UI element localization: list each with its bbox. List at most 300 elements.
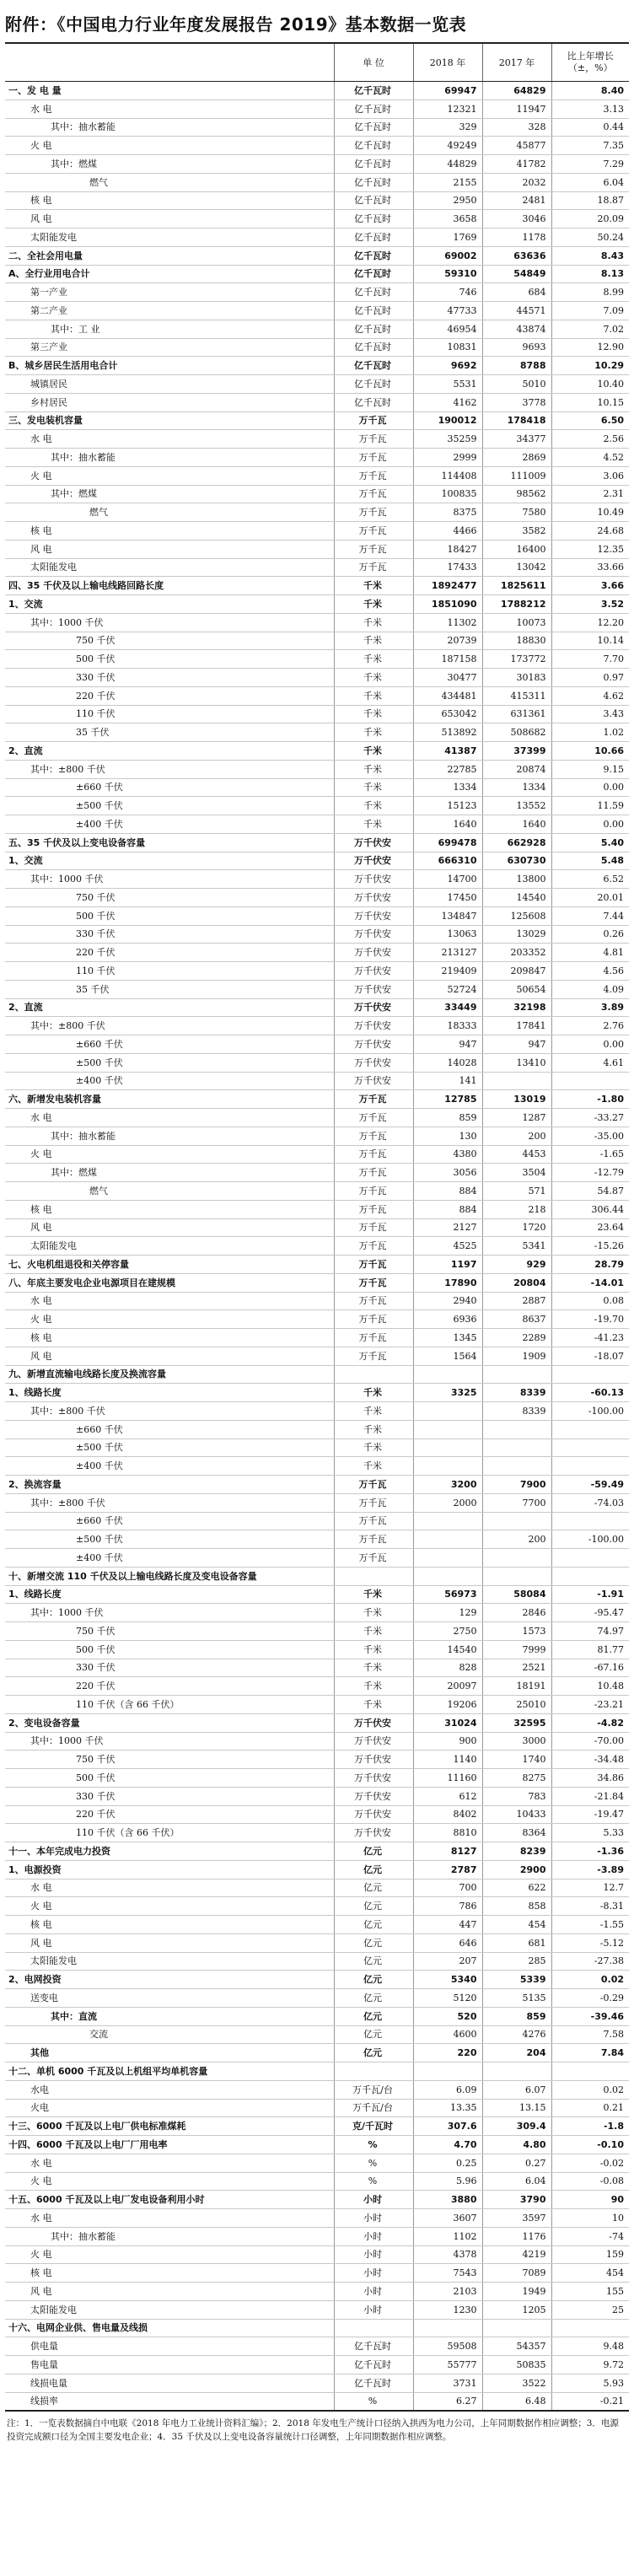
cell-item: 六、新增发电装机容量 — [5, 1090, 334, 1109]
cell-2018: 447 — [413, 1916, 482, 1934]
table-row — [5, 1493, 629, 1512]
cell-item: 1、交流 — [5, 595, 334, 614]
table-row — [5, 246, 629, 265]
cell-item: 三、发电装机容量 — [5, 411, 334, 430]
cell-growth — [551, 1512, 629, 1530]
table-row — [5, 2227, 629, 2245]
cell-growth: -5.12 — [551, 1933, 629, 1952]
table-row — [5, 2136, 629, 2154]
cell-2018: 5.96 — [413, 2172, 482, 2191]
cell-2018 — [413, 1365, 482, 1384]
table-row — [5, 1109, 629, 1127]
cell-item: 其中：±800 千伏 — [5, 1402, 334, 1421]
cell-growth: -35.00 — [551, 1127, 629, 1145]
cell-2017: 7900 — [482, 1476, 551, 1494]
cell-2017: 1176 — [482, 2227, 551, 2245]
cell-2018: 520 — [413, 2007, 482, 2025]
table-row — [5, 1989, 629, 2008]
cell-growth: 10.40 — [551, 375, 629, 394]
cell-unit: 小时 — [334, 2191, 413, 2209]
table-row — [5, 1971, 629, 1989]
cell-item: 330 千伏 — [5, 1787, 334, 1805]
cell-unit — [334, 1567, 413, 1585]
cell-unit: 万千瓦 — [334, 522, 413, 540]
cell-item: 第二产业 — [5, 302, 334, 320]
cell-2017: 30183 — [482, 669, 551, 687]
cell-growth: 0.21 — [551, 2099, 629, 2117]
cell-item: 核 电 — [5, 522, 334, 540]
cell-growth: 4.62 — [551, 686, 629, 705]
cell-2018: 52724 — [413, 980, 482, 998]
cell-2017: 18191 — [482, 1677, 551, 1696]
cell-2017: 4453 — [482, 1145, 551, 1164]
cell-item: 1、电源投资 — [5, 1860, 334, 1879]
cell-2017: 13800 — [482, 870, 551, 889]
table-row — [5, 1457, 629, 1476]
cell-item: 交流 — [5, 2025, 334, 2044]
cell-unit: 亿千瓦时 — [334, 229, 413, 247]
cell-item: 城镇居民 — [5, 375, 334, 394]
cell-item: 四、35 千伏及以上输电线路回路长度 — [5, 577, 334, 595]
table-row — [5, 742, 629, 761]
cell-item: ±400 千伏 — [5, 1072, 334, 1090]
cell-growth: 20.01 — [551, 889, 629, 907]
cell-2018: 12321 — [413, 99, 482, 118]
table-row — [5, 2283, 629, 2301]
cell-2017: 3046 — [482, 210, 551, 229]
cell-unit: 亿千瓦时 — [334, 210, 413, 229]
cell-growth: -19.70 — [551, 1310, 629, 1329]
cell-item: 1、线路长度 — [5, 1585, 334, 1604]
table-row — [5, 1420, 629, 1439]
cell-2017: 200 — [482, 1127, 551, 1145]
cell-growth: -59.49 — [551, 1476, 629, 1494]
cell-2018: 1334 — [413, 778, 482, 797]
table-row — [5, 1439, 629, 1457]
cell-growth: 7.35 — [551, 137, 629, 155]
cell-2017: 1334 — [482, 778, 551, 797]
cell-2018: 2750 — [413, 1622, 482, 1641]
table-row — [5, 1842, 629, 1861]
cell-item: 线损率 — [5, 2392, 334, 2411]
cell-unit: 亿千瓦时 — [334, 173, 413, 191]
cell-growth: 4.09 — [551, 980, 629, 998]
cell-2018: 2999 — [413, 449, 482, 467]
footnote: 注：1．一览表数据摘自中电联《2018 年电力工业统计资料汇编》；2．2018 年发电生产统计口径纳入拱西为电力公司，上年同期数据作相应调整；3．电源投资完成额口径为全国主要发电企业；4．35 千伏及以上变电设备容量统计口径调整，上年同期数据作相应调整。 — [7, 2417, 619, 2442]
cell-item: 其中：1000 千伏 — [5, 1732, 334, 1750]
table-row — [5, 577, 629, 595]
cell-2017: 6.04 — [482, 2172, 551, 2191]
table-row — [5, 1365, 629, 1384]
table-row — [5, 1200, 629, 1218]
cell-2018: 646 — [413, 1933, 482, 1952]
table-row — [5, 137, 629, 155]
cell-unit: 万千伏安 — [334, 1035, 413, 1054]
cell-2017: 1909 — [482, 1347, 551, 1365]
cell-2018: 2000 — [413, 1493, 482, 1512]
cell-unit: 万千伏安 — [334, 998, 413, 1017]
table-row — [5, 2356, 629, 2374]
cell-unit: 万千瓦 — [334, 558, 413, 577]
cell-growth: 50.24 — [551, 229, 629, 247]
cell-unit: 亿元 — [334, 1879, 413, 1897]
cell-unit: 千米 — [334, 1420, 413, 1439]
cell-growth: 7.29 — [551, 155, 629, 174]
cell-unit: 万千伏安 — [334, 870, 413, 889]
cell-2017: 2887 — [482, 1292, 551, 1310]
cell-unit: 万千伏安 — [334, 906, 413, 925]
cell-unit: 万千伏安 — [334, 1732, 413, 1750]
cell-item: 2、直流 — [5, 998, 334, 1017]
cell-2017: 5339 — [482, 1971, 551, 1989]
cell-2017: 630730 — [482, 852, 551, 870]
cell-unit: 千米 — [334, 595, 413, 614]
cell-2018: 513892 — [413, 723, 482, 742]
cell-item: 110 千伏（含 66 千伏） — [5, 1696, 334, 1714]
cell-growth: -34.48 — [551, 1750, 629, 1769]
table-row — [5, 283, 629, 302]
cell-growth: 0.00 — [551, 1035, 629, 1054]
cell-item: 水电 — [5, 2080, 334, 2099]
cell-growth — [551, 1439, 629, 1457]
cell-2017 — [482, 1567, 551, 1585]
cell-unit: 亿元 — [334, 1897, 413, 1916]
cell-unit: 千米 — [334, 1622, 413, 1641]
cell-item: 330 千伏 — [5, 925, 334, 944]
cell-2018: 11302 — [413, 613, 482, 632]
cell-growth: -1.55 — [551, 1916, 629, 1934]
cell-growth: -3.89 — [551, 1860, 629, 1879]
table-row — [5, 1604, 629, 1622]
table-row — [5, 1750, 629, 1769]
cell-2018: 8402 — [413, 1805, 482, 1824]
cell-2017: 3522 — [482, 2374, 551, 2392]
cell-item: 2、变电设备容量 — [5, 1713, 334, 1732]
cell-2017: 50835 — [482, 2356, 551, 2374]
table-row — [5, 99, 629, 118]
cell-item: 五、35 千伏及以上变电设备容量 — [5, 833, 334, 852]
cell-item: 九、新增直流输电线路长度及换流容量 — [5, 1365, 334, 1384]
cell-2017: 1287 — [482, 1109, 551, 1127]
cell-2018: 859 — [413, 1109, 482, 1127]
cell-unit: 千米 — [334, 1384, 413, 1402]
cell-item: 火 电 — [5, 2172, 334, 2191]
cell-2017: 2289 — [482, 1329, 551, 1347]
cell-unit: 万千瓦 — [334, 1310, 413, 1329]
cell-unit: 万千瓦 — [334, 1256, 413, 1274]
table-row — [5, 1256, 629, 1274]
cell-growth: 0.08 — [551, 1292, 629, 1310]
cell-2018: 134847 — [413, 906, 482, 925]
cell-2018: 10831 — [413, 338, 482, 357]
page-title: 附件：《中国电力行业年度发展报告 2019》基本数据一览表 — [5, 13, 467, 35]
cell-2018: 141 — [413, 1072, 482, 1090]
cell-2017: 45877 — [482, 137, 551, 155]
cell-2018: 1769 — [413, 229, 482, 247]
cell-growth: 5.40 — [551, 833, 629, 852]
table-row — [5, 2209, 629, 2228]
cell-growth: 454 — [551, 2264, 629, 2283]
cell-growth: 0.00 — [551, 815, 629, 834]
cell-growth: -18.07 — [551, 1347, 629, 1365]
cell-item: 330 千伏 — [5, 669, 334, 687]
cell-unit: 千米 — [334, 632, 413, 650]
cell-2018: 35259 — [413, 430, 482, 449]
cell-item: 一、发 电 量 — [5, 82, 334, 100]
cell-2018: 19206 — [413, 1696, 482, 1714]
cell-growth: 0.02 — [551, 1971, 629, 1989]
cell-2017: 16400 — [482, 540, 551, 558]
cell-2018: 653042 — [413, 705, 482, 723]
cell-item: 十二、单机 6000 千瓦及以上机组平均单机容量 — [5, 2062, 334, 2081]
cell-unit: 万千瓦 — [334, 1493, 413, 1512]
table-row — [5, 778, 629, 797]
cell-2018: 69002 — [413, 246, 482, 265]
cell-2018: 6.27 — [413, 2392, 482, 2411]
cell-2018: 9692 — [413, 357, 482, 375]
cell-growth: -95.47 — [551, 1604, 629, 1622]
cell-growth: -4.82 — [551, 1713, 629, 1732]
cell-growth: 3.43 — [551, 705, 629, 723]
cell-growth: 5.33 — [551, 1824, 629, 1842]
cell-2018: 1230 — [413, 2300, 482, 2319]
cell-item: 1、交流 — [5, 852, 334, 870]
table-row — [5, 2172, 629, 2191]
cell-2018: 13063 — [413, 925, 482, 944]
cell-growth — [551, 1567, 629, 1585]
cell-2018: 56973 — [413, 1585, 482, 1604]
table-row — [5, 1402, 629, 1421]
cell-item: 其中：燃煤 — [5, 155, 334, 174]
cell-growth: 4.81 — [551, 944, 629, 962]
table-row — [5, 522, 629, 540]
cell-unit: 万千瓦 — [334, 485, 413, 503]
cell-growth: 306.44 — [551, 1200, 629, 1218]
cell-unit: % — [334, 2136, 413, 2154]
cell-2017: 4219 — [482, 2245, 551, 2264]
table-row — [5, 1476, 629, 1494]
cell-growth: 1.02 — [551, 723, 629, 742]
cell-growth: 5.48 — [551, 852, 629, 870]
cell-2018: 17450 — [413, 889, 482, 907]
cell-2017: 571 — [482, 1182, 551, 1201]
table-row — [5, 155, 629, 174]
table-row — [5, 1072, 629, 1090]
table-row — [5, 1640, 629, 1659]
cell-2017: 415311 — [482, 686, 551, 705]
cell-2018: 612 — [413, 1787, 482, 1805]
cell-unit: 亿千瓦时 — [334, 375, 413, 394]
cell-2017: 200 — [482, 1530, 551, 1549]
cell-unit: 亿千瓦时 — [334, 320, 413, 338]
cell-2017 — [482, 1072, 551, 1090]
table-row — [5, 2300, 629, 2319]
cell-item: 其中：抽水蓄能 — [5, 118, 334, 137]
cell-2017: 3582 — [482, 522, 551, 540]
cell-growth: -27.38 — [551, 1952, 629, 1971]
cell-2017: 622 — [482, 1879, 551, 1897]
cell-2017: 6.07 — [482, 2080, 551, 2099]
cell-2017: 9693 — [482, 338, 551, 357]
table-row — [5, 1237, 629, 1256]
cell-unit: 万千瓦 — [334, 466, 413, 485]
cell-2018 — [413, 1402, 482, 1421]
table-row — [5, 1585, 629, 1604]
cell-2018: 1564 — [413, 1347, 482, 1365]
cell-unit: 亿千瓦时 — [334, 137, 413, 155]
cell-2018: 2940 — [413, 1292, 482, 1310]
cell-unit: 亿千瓦时 — [334, 118, 413, 137]
cell-growth: 4.52 — [551, 449, 629, 467]
cell-unit: 亿千瓦时 — [334, 155, 413, 174]
header-item — [5, 43, 334, 82]
cell-2018: 8127 — [413, 1842, 482, 1861]
cell-2018: 666310 — [413, 852, 482, 870]
cell-2017: 111009 — [482, 466, 551, 485]
cell-item: 第一产业 — [5, 283, 334, 302]
cell-2017: 3790 — [482, 2191, 551, 2209]
cell-item: 220 千伏 — [5, 1677, 334, 1696]
cell-growth: 3.66 — [551, 577, 629, 595]
cell-unit: 千米 — [334, 1659, 413, 1677]
cell-2018: 7543 — [413, 2264, 482, 2283]
cell-unit: 万千瓦 — [334, 1530, 413, 1549]
cell-unit: 千米 — [334, 1402, 413, 1421]
cell-2018: 746 — [413, 283, 482, 302]
cell-2017: 454 — [482, 1916, 551, 1934]
cell-growth: -1.36 — [551, 1842, 629, 1861]
cell-unit: 亿千瓦时 — [334, 191, 413, 210]
cell-2017 — [482, 1512, 551, 1530]
cell-growth: -21.84 — [551, 1787, 629, 1805]
cell-2017: 4.80 — [482, 2136, 551, 2154]
cell-2017: 684 — [482, 283, 551, 302]
cell-2017: 2032 — [482, 173, 551, 191]
cell-2017: 17841 — [482, 1017, 551, 1035]
cell-item: 线损电量 — [5, 2374, 334, 2392]
cell-growth: 0.00 — [551, 778, 629, 797]
cell-2018: 129 — [413, 1604, 482, 1622]
cell-2018: 47733 — [413, 302, 482, 320]
cell-item: 核 电 — [5, 191, 334, 210]
cell-unit: 千米 — [334, 797, 413, 815]
cell-growth: 3.89 — [551, 998, 629, 1017]
cell-2017: 2481 — [482, 191, 551, 210]
cell-unit: 万千瓦 — [334, 540, 413, 558]
cell-growth: 33.66 — [551, 558, 629, 577]
cell-item: 750 千伏 — [5, 889, 334, 907]
cell-2017: 63636 — [482, 246, 551, 265]
table-row — [5, 852, 629, 870]
table-row — [5, 944, 629, 962]
cell-2017: 18830 — [482, 632, 551, 650]
cell-2018: 5120 — [413, 1989, 482, 2008]
table-row — [5, 797, 629, 815]
cell-growth: 12.90 — [551, 338, 629, 357]
cell-2017: 5341 — [482, 1237, 551, 1256]
table-row — [5, 118, 629, 137]
cell-2018: 4466 — [413, 522, 482, 540]
cell-unit: 亿元 — [334, 1842, 413, 1861]
table-row — [5, 1218, 629, 1237]
cell-unit: 千米 — [334, 778, 413, 797]
cell-2017: 3597 — [482, 2209, 551, 2228]
cell-unit: 亿元 — [334, 1933, 413, 1952]
cell-growth: 8.13 — [551, 265, 629, 283]
cell-2017: 859 — [482, 2007, 551, 2025]
cell-2017: 32198 — [482, 998, 551, 1017]
cell-2018 — [413, 1567, 482, 1585]
table-row — [5, 613, 629, 632]
cell-item: A、全行业用电合计 — [5, 265, 334, 283]
cell-unit: 万千瓦 — [334, 1164, 413, 1182]
table-row — [5, 650, 629, 669]
cell-2018: 59310 — [413, 265, 482, 283]
cell-unit: 千米 — [334, 669, 413, 687]
table-row — [5, 485, 629, 503]
cell-item: 其中：燃煤 — [5, 1164, 334, 1182]
cell-growth: -70.00 — [551, 1732, 629, 1750]
cell-2018 — [413, 1420, 482, 1439]
cell-2018: 4378 — [413, 2245, 482, 2264]
cell-2018: 2155 — [413, 173, 482, 191]
cell-unit: 小时 — [334, 2264, 413, 2283]
cell-growth: 28.79 — [551, 1256, 629, 1274]
table-row — [5, 2044, 629, 2062]
cell-item: 风 电 — [5, 1933, 334, 1952]
cell-2018: 55777 — [413, 2356, 482, 2374]
table-row — [5, 1017, 629, 1035]
cell-2018: 213127 — [413, 944, 482, 962]
cell-2017: 6.48 — [482, 2392, 551, 2411]
cell-unit: 亿千瓦时 — [334, 99, 413, 118]
table-row — [5, 595, 629, 614]
cell-2018: 18333 — [413, 1017, 482, 1035]
cell-item: 220 千伏 — [5, 686, 334, 705]
header-2017: 2017 年 — [482, 43, 551, 82]
cell-2018: 17433 — [413, 558, 482, 577]
cell-growth: 7.84 — [551, 2044, 629, 2062]
cell-unit: 小时 — [334, 2209, 413, 2228]
cell-item: 火 电 — [5, 1897, 334, 1916]
cell-growth: 10.48 — [551, 1677, 629, 1696]
cell-2017: 34377 — [482, 430, 551, 449]
cell-2017: 1178 — [482, 229, 551, 247]
cell-2018: 17890 — [413, 1273, 482, 1292]
cell-item: 其中：±800 千伏 — [5, 1493, 334, 1512]
cell-2018: 1640 — [413, 815, 482, 834]
table-row — [5, 411, 629, 430]
cell-unit: 亿千瓦时 — [334, 302, 413, 320]
cell-2018: 5340 — [413, 1971, 482, 1989]
cell-2017: 5010 — [482, 375, 551, 394]
cell-growth: 3.52 — [551, 595, 629, 614]
table-row — [5, 393, 629, 411]
table-row — [5, 229, 629, 247]
cell-growth: 9.15 — [551, 760, 629, 778]
cell-2017: 1720 — [482, 1218, 551, 1237]
cell-unit: 万千伏安 — [334, 889, 413, 907]
cell-2017: 328 — [482, 118, 551, 137]
cell-growth: 2.76 — [551, 1017, 629, 1035]
cell-growth: 0.97 — [551, 669, 629, 687]
cell-unit: 小时 — [334, 2245, 413, 2264]
cell-item: 火 电 — [5, 137, 334, 155]
cell-2017: 783 — [482, 1787, 551, 1805]
cell-growth: 0.02 — [551, 2080, 629, 2099]
cell-2018 — [413, 1530, 482, 1549]
cell-unit: 千米 — [334, 815, 413, 834]
